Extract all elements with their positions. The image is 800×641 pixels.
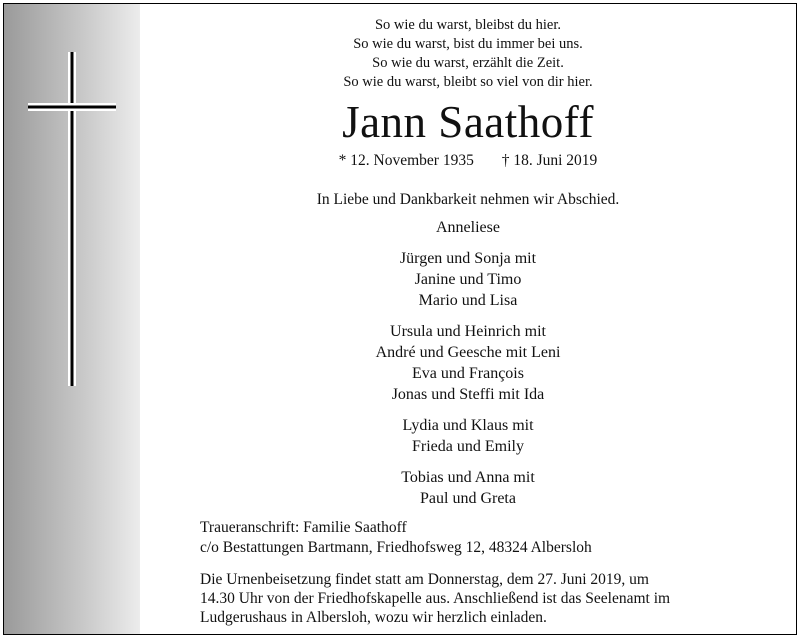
poem-line: So wie du warst, erzählt die Zeit. xyxy=(372,55,564,71)
family-line: Jürgen und Sonja mit xyxy=(399,250,537,267)
family-line: André und Geesche mit Leni xyxy=(375,344,561,361)
farewell-intro: In Liebe und Dankbarkeit nehmen wir Abschied. xyxy=(316,191,620,208)
mourning-address xyxy=(200,518,592,558)
service-details xyxy=(200,570,790,627)
family-group xyxy=(140,217,796,238)
service-line: 14.30 Uhr von der Friedhofskapelle aus. Anschließend ist das Seelenamt im xyxy=(200,590,671,607)
family-line: Lydia und Klaus mit xyxy=(402,417,534,434)
poem-line: So wie du warst, bist du immer bei uns. xyxy=(353,36,583,52)
family-group xyxy=(140,415,796,457)
family-line: Paul und Greta xyxy=(420,490,516,507)
family-line: Jonas und Steffi mit Ida xyxy=(391,386,545,403)
service-line: Ludgerushaus in Albersloh, wozu wir herzlich einladen. xyxy=(200,609,547,626)
family-line: Ursula und Heinrich mit xyxy=(390,323,546,340)
poem-line: So wie du warst, bleibst du hier. xyxy=(374,17,562,33)
family-line: Frieda und Emily xyxy=(412,438,524,455)
notice-content xyxy=(140,4,796,634)
service-line: Die Urnenbeisetzung findet statt am Donnerstag, dem 27. Juni 2019, um xyxy=(200,571,649,588)
family-line: Eva und François xyxy=(412,365,524,382)
address-line: c/o Bestattungen Bartmann, Friedhofsweg 12, 48324 Albersloh xyxy=(200,539,592,556)
family-line: Tobias und Anna mit xyxy=(401,469,535,486)
family-group xyxy=(140,321,796,405)
poem-line: So wie du warst, bleibt so viel von dir hier. xyxy=(343,74,593,90)
family-group xyxy=(140,248,796,311)
side-band xyxy=(4,4,140,634)
poem xyxy=(140,16,796,92)
birth-date: * 12. November 1935 xyxy=(338,152,474,169)
family-line: Anneliese xyxy=(436,219,500,236)
address-line: Traueranschrift: Familie Saathoff xyxy=(200,519,407,536)
cross-icon xyxy=(28,52,116,386)
mourners-list xyxy=(140,217,796,519)
death-date: † 18. Juni 2019 xyxy=(501,152,598,169)
obituary-notice xyxy=(3,3,797,635)
family-line: Janine und Timo xyxy=(414,271,522,288)
family-group xyxy=(140,467,796,509)
deceased-name: Jann Saathoff xyxy=(342,97,594,147)
life-dates xyxy=(140,151,796,171)
family-line: Mario und Lisa xyxy=(418,292,518,309)
